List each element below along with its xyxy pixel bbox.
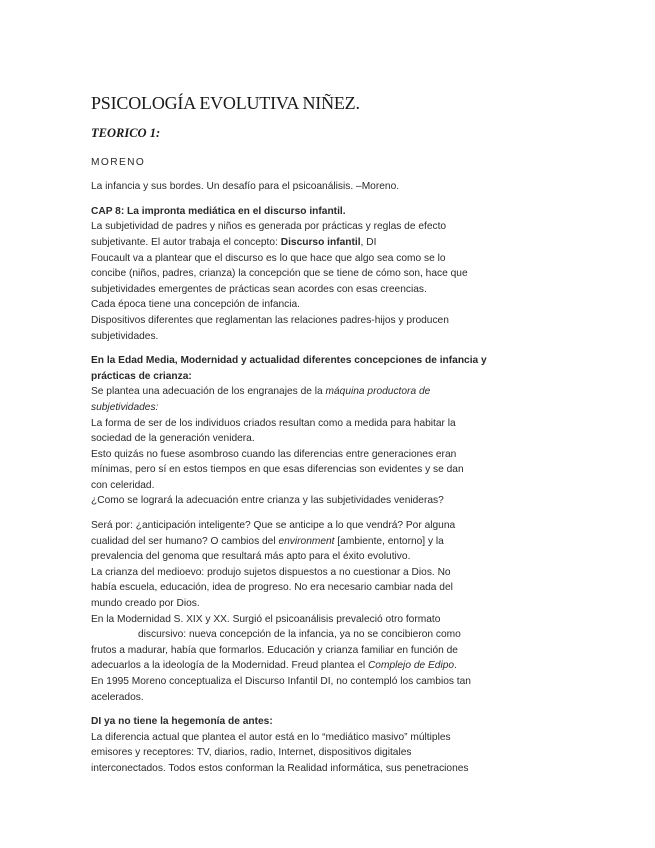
intro-line: La infancia y sus bordes. Un desafío para el psicoanálisis. –Moreno. (91, 181, 400, 193)
text-line: subjetividades: (91, 401, 159, 413)
document-title: PSICOLOGÍA EVOLUTIVA NIÑEZ. (91, 93, 360, 113)
section-heading: DI ya no tiene la hegemonía de antes: (91, 716, 273, 728)
italic-term: environment (278, 535, 335, 547)
section-heading: En la Edad Media, Modernidad y actualidad diferentes concepciones de infancia y (91, 355, 487, 367)
text-line: mundo creado por Dios. (91, 598, 200, 610)
text-line: La subjetividad de padres y niños es generada por prácticas y reglas de efecto (91, 221, 447, 233)
text-line: acelerados. (91, 691, 144, 703)
document-body (91, 92, 571, 777)
text-line: adecuarlos a la ideología de la Modernidad. Freud plantea el Complejo de Edipo. (91, 660, 457, 672)
section-chapter-8 (91, 204, 571, 344)
section-di-hegemonia (91, 714, 571, 776)
section-subtitle: TEORICO 1: (91, 126, 161, 140)
text-line: En 1995 Moreno conceptualiza el Discurso Infantil DI, no contempló los cambios tan (91, 676, 471, 687)
bold-term: Discurso infantil (280, 236, 361, 248)
text-line: había escuela, educación, idea de progreso. No era necesario cambiar nada del (91, 582, 453, 594)
text-line: La diferencia actual que plantea el autor está en lo “mediático masivo” múltiples (91, 731, 451, 743)
text-line-indented: discursivo: nueva concepción de la infancia, ya no se concibieron como (138, 629, 461, 641)
text-line: prevalencia del genoma que resultará más apto para el éxito evolutivo. (91, 551, 411, 563)
text-line: En la Modernidad S. XIX y XX. Surgió el psicoanálisis prevaleció otro formato (91, 613, 441, 625)
text-line: Será por: ¿anticipación inteligente? Que se anticipe a lo que vendrá? Por alguna (91, 520, 456, 532)
text-line: frutos a madurar, había que formarlos. Educación y crianza familiar en función de (91, 644, 458, 656)
section-anticipacion (91, 518, 571, 705)
text-line: mínimas, pero sí en estos tiempos en que esas diferencias son evidentes y se dan (91, 464, 464, 476)
text-line: subjetivante. El autor trabaja el concepto: Discurso infantil, DI (91, 236, 377, 248)
section-edad-media (91, 353, 571, 509)
text-line: sociedad de la generación venidera. (91, 433, 255, 445)
italic-term: Complejo de Edipo (367, 660, 455, 672)
text-line: Esto quizás no fuese asombroso cuando las diferencias entre generaciones eran (91, 448, 457, 460)
text-line: cualidad del ser humano? O cambios del environment [ambiente, entorno] y la (91, 535, 444, 547)
chapter-heading: CAP 8: La impronta mediática en el discurso infantil. (91, 205, 346, 217)
text-line: interconectados. Todos estos conforman la Realidad informática, sus penetraciones (91, 762, 469, 774)
text-line: emisores y receptores: TV, diarios, radio, Internet, dispositivos digitales (91, 747, 412, 759)
text-line: La forma de ser de los individuos criados resultan como a medida para habitar la (91, 417, 456, 429)
text-line: Cada época tiene una concepción de infancia. (91, 299, 300, 311)
text-line: Foucault va a plantear que el discurso es lo que hace que algo sea como se lo (91, 252, 446, 264)
section-heading: prácticas de crianza: (91, 370, 192, 382)
text-line: ¿Como se logrará la adecuación entre crianza y las subjetividades venideras? (91, 495, 444, 507)
text-line: La crianza del medioevo: produjo sujetos dispuestos a no cuestionar a Dios. No (91, 566, 451, 578)
text-line: concibe (niños, padres, crianza) la concepción que se tiene de cómo son, hace que (91, 268, 468, 280)
text-line: subjetividades emergentes de prácticas sean acordes con esas creencias. (91, 283, 427, 295)
text-line: subjetividades. (91, 330, 159, 342)
italic-term: máquina productora de (325, 386, 431, 398)
text-line: Se plantea una adecuación de los engranajes de la máquina productora de (91, 386, 431, 398)
author-name: MORENO (91, 156, 146, 168)
text-line: Dispositivos diferentes que reglamentan las relaciones padres-hijos y producen (91, 314, 449, 326)
text-line: con celeridad. (91, 479, 155, 491)
